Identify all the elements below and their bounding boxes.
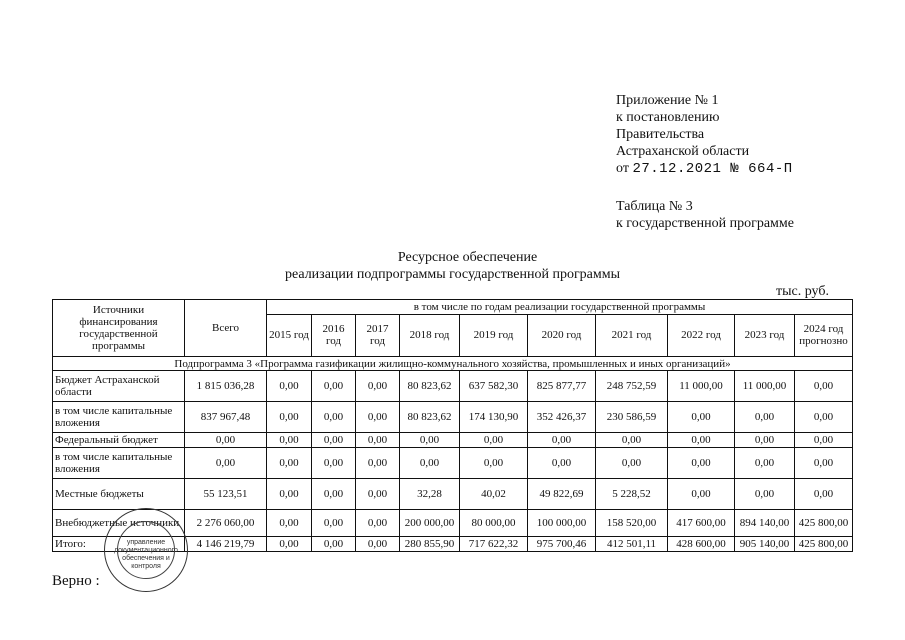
year-value-cell: 0,00 [356, 402, 400, 433]
title-line-1: Ресурсное обеспечение [397, 250, 538, 265]
year-value-cell: 0,00 [267, 433, 312, 448]
approval-block [616, 92, 794, 232]
year-value-cell: 0,00 [356, 433, 400, 448]
table-row [53, 448, 853, 479]
year-value-cell: 0,00 [267, 479, 312, 510]
header-year-2017: 2017 год [356, 314, 400, 357]
year-value-cell: 0,00 [267, 448, 312, 479]
header-year-2019: 2019 год [460, 314, 528, 357]
year-value-cell: 0,00 [312, 371, 356, 402]
approval-date-typed: 27.12.2021 № 664-П [632, 161, 793, 177]
year-value-cell: 0,00 [668, 402, 735, 433]
year-value-cell: 0,00 [356, 479, 400, 510]
year-value-cell: 975 700,46 [528, 537, 596, 552]
header-year-2020: 2020 год [528, 314, 596, 357]
table-program-line: к государственной программе [616, 216, 794, 231]
stamp-center-text: управление документационного обеспечения и контроля [114, 539, 178, 570]
year-value-cell: 174 130,90 [460, 402, 528, 433]
header-year-2015: 2015 год [267, 314, 312, 357]
resource-table [52, 299, 853, 552]
year-value-cell: 0,00 [735, 448, 795, 479]
approval-line-1: Приложение № 1 [616, 93, 719, 108]
year-value-cell: 0,00 [795, 402, 853, 433]
header-by-years: в том числе по годам реализации государственной программы [267, 300, 853, 315]
year-value-cell: 80 823,62 [400, 402, 460, 433]
year-value-cell: 0,00 [267, 371, 312, 402]
year-value-cell: 0,00 [528, 448, 596, 479]
year-value-cell: 0,00 [400, 433, 460, 448]
year-value-cell: 0,00 [356, 537, 400, 552]
total-cell: 2 276 060,00 [185, 510, 267, 537]
table-number-line: Таблица № 3 [616, 199, 693, 214]
header-year-2022: 2022 год [668, 314, 735, 357]
approval-line-3: Правительства [616, 127, 705, 142]
source-cell: в том числе капитальные вложения [53, 448, 185, 479]
year-value-cell: 0,00 [735, 402, 795, 433]
year-value-cell: 352 426,37 [528, 402, 596, 433]
year-value-cell: 0,00 [668, 448, 735, 479]
table-row [53, 402, 853, 433]
source-cell: Местные бюджеты [53, 479, 185, 510]
year-value-cell: 230 586,59 [596, 402, 668, 433]
year-value-cell: 0,00 [596, 448, 668, 479]
year-value-cell: 0,00 [460, 433, 528, 448]
year-value-cell: 248 752,59 [596, 371, 668, 402]
source-cell: Внебюджетные источники [53, 510, 185, 537]
table-row [53, 371, 853, 402]
total-cell: 55 123,51 [185, 479, 267, 510]
year-value-cell: 0,00 [312, 479, 356, 510]
year-value-cell: 11 000,00 [668, 371, 735, 402]
total-cell: 0,00 [185, 448, 267, 479]
year-value-cell: 428 600,00 [668, 537, 735, 552]
year-value-cell: 0,00 [267, 402, 312, 433]
year-value-cell: 425 800,00 [795, 510, 853, 537]
approval-line-4: Астраханской области [616, 144, 750, 159]
year-value-cell: 11 000,00 [735, 371, 795, 402]
source-cell: Итого: [53, 537, 185, 552]
title-line-2: реализации подпрограммы государственной программы [284, 267, 621, 282]
year-value-cell: 0,00 [267, 510, 312, 537]
year-value-cell: 0,00 [312, 510, 356, 537]
year-value-cell: 0,00 [528, 433, 596, 448]
header-year-2016: 2016 год [312, 314, 356, 357]
total-cell: 837 967,48 [185, 402, 267, 433]
year-value-cell: 0,00 [795, 448, 853, 479]
year-value-cell: 0,00 [312, 402, 356, 433]
year-value-cell: 0,00 [400, 448, 460, 479]
year-value-cell: 0,00 [596, 433, 668, 448]
source-cell: в том числе капитальные вложения [53, 402, 185, 433]
year-value-cell: 32,28 [400, 479, 460, 510]
approval-line-2: к постановлению [616, 110, 720, 125]
year-value-cell: 417 600,00 [668, 510, 735, 537]
document-title [0, 249, 905, 283]
table-row [53, 433, 853, 448]
year-value-cell: 0,00 [356, 448, 400, 479]
source-cell: Бюджет Астраханской области [53, 371, 185, 402]
total-cell: 0,00 [185, 433, 267, 448]
header-total: Всего [185, 300, 267, 357]
header-sources: Источники финансирования государственной программы [53, 300, 185, 357]
year-value-cell: 637 582,30 [460, 371, 528, 402]
year-value-cell: 412 501,11 [596, 537, 668, 552]
units-label: тыс. руб. [776, 284, 829, 299]
year-value-cell: 0,00 [460, 448, 528, 479]
year-value-cell: 0,00 [735, 479, 795, 510]
year-value-cell: 0,00 [668, 479, 735, 510]
year-value-cell: 158 520,00 [596, 510, 668, 537]
verno-label: Верно : [52, 573, 100, 589]
year-value-cell: 80 823,62 [400, 371, 460, 402]
approval-date-prefix: от [616, 161, 629, 176]
year-value-cell: 5 228,52 [596, 479, 668, 510]
total-cell: 1 815 036,28 [185, 371, 267, 402]
year-value-cell: 80 000,00 [460, 510, 528, 537]
year-value-cell: 0,00 [312, 433, 356, 448]
year-value-cell: 0,00 [267, 537, 312, 552]
header-year-2023: 2023 год [735, 314, 795, 357]
year-value-cell: 0,00 [795, 479, 853, 510]
total-cell: 4 146 219,79 [185, 537, 267, 552]
header-year-2024: 2024 год прогнозно [795, 314, 853, 357]
year-value-cell: 100 000,00 [528, 510, 596, 537]
year-value-cell: 0,00 [795, 371, 853, 402]
year-value-cell: 0,00 [668, 433, 735, 448]
header-year-2018: 2018 год [400, 314, 460, 357]
year-value-cell: 0,00 [356, 510, 400, 537]
source-cell: Федеральный бюджет [53, 433, 185, 448]
year-value-cell: 49 822,69 [528, 479, 596, 510]
approval-date-line [616, 160, 794, 178]
year-value-cell: 425 800,00 [795, 537, 853, 552]
year-value-cell: 717 622,32 [460, 537, 528, 552]
year-value-cell: 0,00 [735, 433, 795, 448]
year-value-cell: 0,00 [356, 371, 400, 402]
year-value-cell: 280 855,90 [400, 537, 460, 552]
year-value-cell: 894 140,00 [735, 510, 795, 537]
year-value-cell: 825 877,77 [528, 371, 596, 402]
year-value-cell: 0,00 [312, 537, 356, 552]
subprogram-row: Подпрограмма 3 «Программа газификации жилищно-коммунального хозяйства, промышленных и иных организаций» [53, 357, 853, 371]
header-year-2021: 2021 год [596, 314, 668, 357]
official-stamp [104, 508, 188, 592]
year-value-cell: 905 140,00 [735, 537, 795, 552]
year-value-cell: 0,00 [795, 433, 853, 448]
year-value-cell: 0,00 [312, 448, 356, 479]
year-value-cell: 40,02 [460, 479, 528, 510]
table-row [53, 479, 853, 510]
year-value-cell: 200 000,00 [400, 510, 460, 537]
